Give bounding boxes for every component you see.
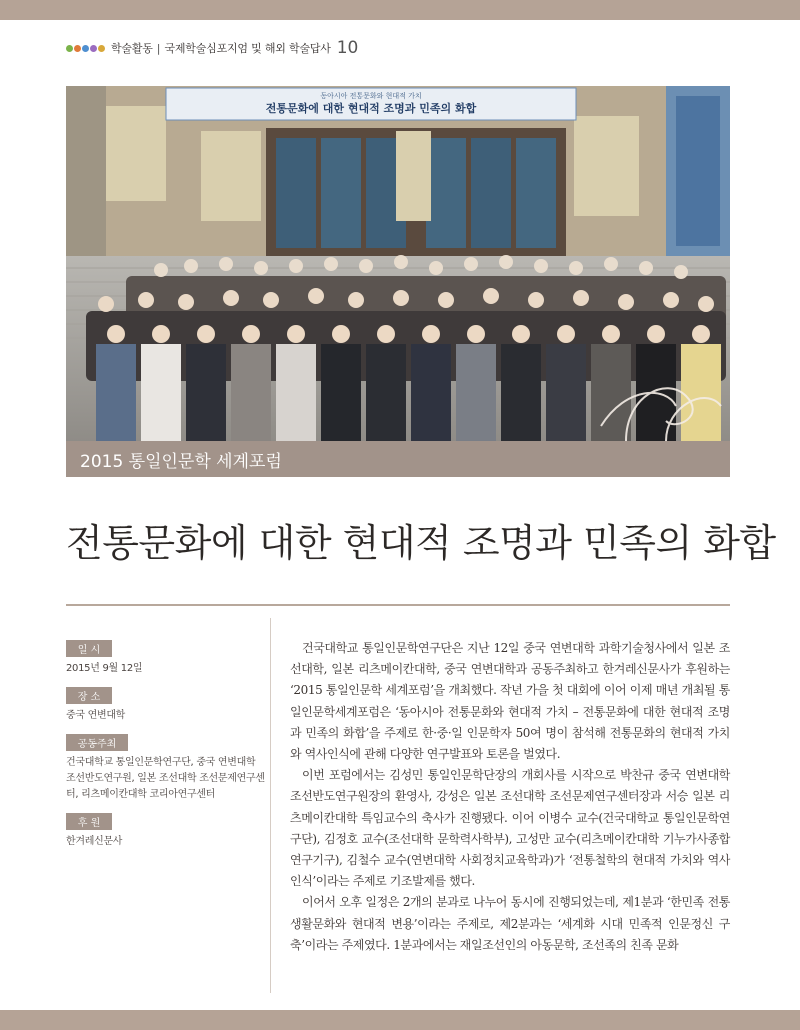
group-photo [66, 86, 730, 441]
article-body [290, 638, 730, 956]
banner-title: 전통문화에 대한 현대적 조명과 민족의 화합 [265, 102, 477, 115]
body-paragraph-3: 이어서 오후 일정은 2개의 분과로 나누어 동시에 진행되었는데, 제1분과 ‘한민족 전통생활문화와 현대적 변용’이라는 주제로, 제2분과는 ‘세계화 시대 민족적 인문정신 구축’이라는 주제였다. 1분과에서는 재일조선인의 아동문학, 조선족의 친족 문화 [290, 895, 730, 952]
sponsor-label: 후 원 [66, 813, 112, 830]
column-divider [270, 618, 271, 993]
page-number: 10 [336, 38, 359, 58]
date-value: 2015년 9월 12일 [66, 663, 143, 674]
place-value: 중국 연변대학 [66, 710, 126, 721]
event-info-sidebar [66, 638, 266, 858]
dot-orange [74, 45, 81, 52]
caption-band [66, 441, 730, 477]
header-section: 학술활동 [111, 42, 153, 55]
header-separator: | [156, 41, 161, 55]
body-paragraph-2: 이번 포럼에서는 김성민 통일인문학단장의 개회사를 시작으로 박찬규 중국 연변대학 조선반도연구원장의 환영사, 강성은 일본 조선대학 조선문제연구센터장과 서승 일본 리츠메이칸대학 특임교수의 축사가 진행됐다. 이어 이병수 교수(건국대학교 통일인문학연구단), 김정호 교수(조선대학 문학력사학부), 고성만 교수(리츠메이칸대학 기누가사종합연구기구), 김철수 교수(연변대학 사회정치교육학과)가 ‘전통철학의 현대적 가치와 역사인식’이라는 주제로 기조발제를 했다. [290, 768, 730, 889]
sponsor-value: 한겨레신문사 [66, 836, 123, 847]
bottom-decorative-bar [0, 1010, 800, 1030]
place-label: 장 소 [66, 687, 112, 704]
banner-subtitle: 동아시아 전통문화와 현대적 가치 [320, 92, 422, 100]
body-paragraph-1: 건국대학교 통일인문학연구단은 지난 12일 중국 연변대학 과학기술청사에서 일본 조선대학, 일본 리츠메이칸대학, 중국 연변대학과 공동주최하고 한겨레신문사가 후원하는 ‘2015 통일인문학 세계포럼’을 개최했다. 작년 가을 첫 대회에 이어 이제 매년 개최될 통일인문학세계포럼은 ‘동아시아 전통문화와 현대적 가치 – 전통문화에 대한 현대적 조명과 민족의 화합’을 주제로 한·중·일 인문학자 50여 명이 참석해 전통문화의 현대적 가치와 역사인식에 관해 다양한 연구발표와 토론을 벌였다. [290, 641, 730, 762]
photo-caption: 2015 통일인문학 세계포럼 [80, 451, 282, 472]
top-decorative-bar [0, 0, 800, 20]
title-divider [66, 604, 730, 606]
section-dots-icon [66, 45, 105, 52]
page-header [66, 38, 358, 58]
dot-purple [90, 45, 97, 52]
date-label: 일 시 [66, 640, 112, 657]
dot-yellow [98, 45, 105, 52]
dot-green [66, 45, 73, 52]
article-title: 전통문화에 대한 현대적 조명과 민족의 화합 [66, 521, 776, 565]
dot-blue [82, 45, 89, 52]
header-subsection: 국제학술심포지엄 및 해외 학술답사 [164, 42, 331, 55]
host-label: 공동주최 [66, 734, 128, 751]
host-value: 건국대학교 통일인문학연구단, 중국 연변대학 조선반도연구원, 일본 조선대학 조선문제연구센터, 리츠메이칸대학 코리아연구센터 [66, 757, 265, 800]
